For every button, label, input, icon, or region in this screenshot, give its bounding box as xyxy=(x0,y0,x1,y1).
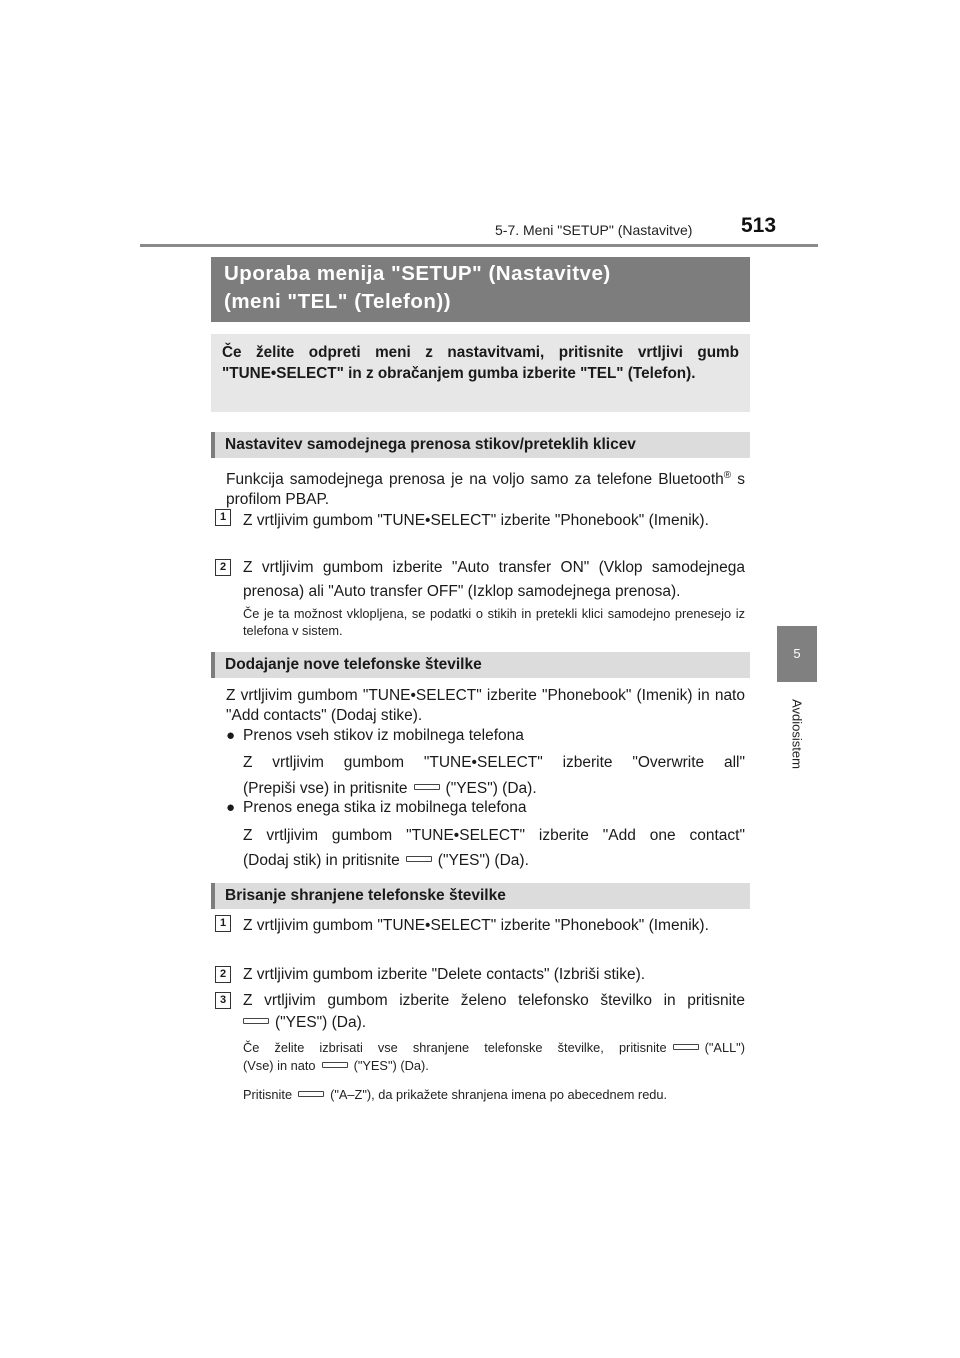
section2-bullet1-suffix: ("YES") (Da). xyxy=(445,780,537,797)
section1-text-pre: Funkcija samodejnega prenosa je na voljo samo za telefone Bluetooth xyxy=(226,471,724,489)
button-icon xyxy=(322,1062,348,1068)
step-number: 2 xyxy=(215,559,231,576)
section-header: 5-7. Meni "SETUP" (Nastavitve) xyxy=(495,222,693,238)
section3-step3-a: Z vrtljivim gumbom izberite želeno telefonsko številko in pritisnite xyxy=(243,992,745,1009)
section2-bullet2-prefix: (Dodaj stik) in pritisnite xyxy=(243,852,400,869)
page-title-line2: (meni "TEL" (Telefon)) xyxy=(224,290,452,313)
section2-bullet2-suffix: ("YES") (Da). xyxy=(437,852,529,869)
section3-note2 xyxy=(243,1086,745,1103)
chapter-label xyxy=(780,690,814,778)
button-icon xyxy=(673,1044,699,1050)
chapter-tab: 5 xyxy=(777,626,817,682)
section2-bullet1: Prenos vseh stikov iz mobilnega telefona xyxy=(243,727,524,744)
section3-note2-a: Pritisnite xyxy=(243,1087,293,1102)
header-divider xyxy=(140,244,818,247)
section3-note1-a: Če želite izbrisati vse shranjene telefonske številke, pritisnite xyxy=(243,1040,667,1055)
step-number: 1 xyxy=(215,915,231,932)
section2-bullet2: Prenos enega stika iz mobilnega telefona xyxy=(243,799,527,816)
section-heading-auto-transfer: Nastavitev samodejnega prenosa stikov/preteklih klicev xyxy=(211,432,750,458)
section3-note1-b: ("ALL") xyxy=(704,1040,745,1055)
section2-bullet1-text-a: Z vrtljivim gumbom "TUNE•SELECT" izberite "Overwrite all" xyxy=(243,754,745,771)
registered-mark: ® xyxy=(723,470,732,481)
page-title-line1: Uporaba menija "SETUP" (Nastavitve) xyxy=(224,262,611,285)
section1-text xyxy=(226,466,745,510)
section3-note1-line1 xyxy=(243,1039,745,1056)
section-heading-add-number: Dodajanje nove telefonske številke xyxy=(211,652,750,678)
section3-step3-suffix: ("YES") (Da). xyxy=(275,1014,367,1031)
section3-note1-c: (Vse) in nato xyxy=(243,1058,316,1073)
step-number: 2 xyxy=(215,966,231,983)
page-title xyxy=(211,257,750,322)
section1-step2: Z vrtljivim gumbom izberite "Auto transfer ON" (Vklop samodejnega prenosa) ali "Auto transfer OFF" (Izklop samodejnega prenosa). xyxy=(243,559,745,600)
section3-step2: Z vrtljivim gumbom izberite "Delete contacts" (Izbriši stike). xyxy=(243,966,646,983)
bullet-icon: ● xyxy=(226,727,236,744)
section2-bullet1-text-b xyxy=(243,779,745,799)
section1-text-post: s profilom PBAP. xyxy=(226,471,746,509)
section3-step1: Z vrtljivim gumbom "TUNE•SELECT" izberite "Phonebook" (Imenik). xyxy=(243,917,709,934)
section2-text: Z vrtljivim gumbom "TUNE•SELECT" izberite "Phonebook" (Imenik) in nato "Add contacts" (Dodaj stike). xyxy=(226,687,745,724)
button-icon xyxy=(406,856,432,862)
section3-note2-b: ("A–Z"), da prikažete shranjena imena po abecednem redu. xyxy=(330,1087,668,1102)
section2-bullet2-text-b xyxy=(243,851,745,871)
chapter-label-text: Avdiosistem xyxy=(789,699,805,769)
button-icon xyxy=(298,1091,324,1097)
intro-box: Če želite odpreti meni z nastavitvami, pritisnite vrtljivi gumb "TUNE•SELECT" in z obračanjem gumba izberite "TEL" (Telefon). xyxy=(211,334,750,412)
step-number: 3 xyxy=(215,992,231,1009)
section3-note1-line2 xyxy=(243,1057,745,1074)
page-number: 513 xyxy=(741,214,777,237)
section1-note: Če je ta možnost vklopljena, se podatki o stikih in pretekli klici samodejno prenesejo iz telefona v sistem. xyxy=(243,606,745,638)
section3-step3-b xyxy=(243,1011,745,1035)
button-icon xyxy=(414,784,440,790)
bullet-icon: ● xyxy=(226,799,236,816)
button-icon xyxy=(243,1018,269,1024)
step-number: 1 xyxy=(215,509,231,526)
section2-bullet1-prefix: (Prepiši vse) in pritisnite xyxy=(243,780,408,797)
section1-step1: Z vrtljivim gumbom "TUNE•SELECT" izberite "Phonebook" (Imenik). xyxy=(243,512,709,529)
section3-note1-d: ("YES") (Da). xyxy=(353,1058,429,1073)
section2-bullet2-text-a: Z vrtljivim gumbom "TUNE•SELECT" izberite "Add one contact" xyxy=(243,827,745,844)
section-heading-delete-number: Brisanje shranjene telefonske številke xyxy=(211,883,750,909)
